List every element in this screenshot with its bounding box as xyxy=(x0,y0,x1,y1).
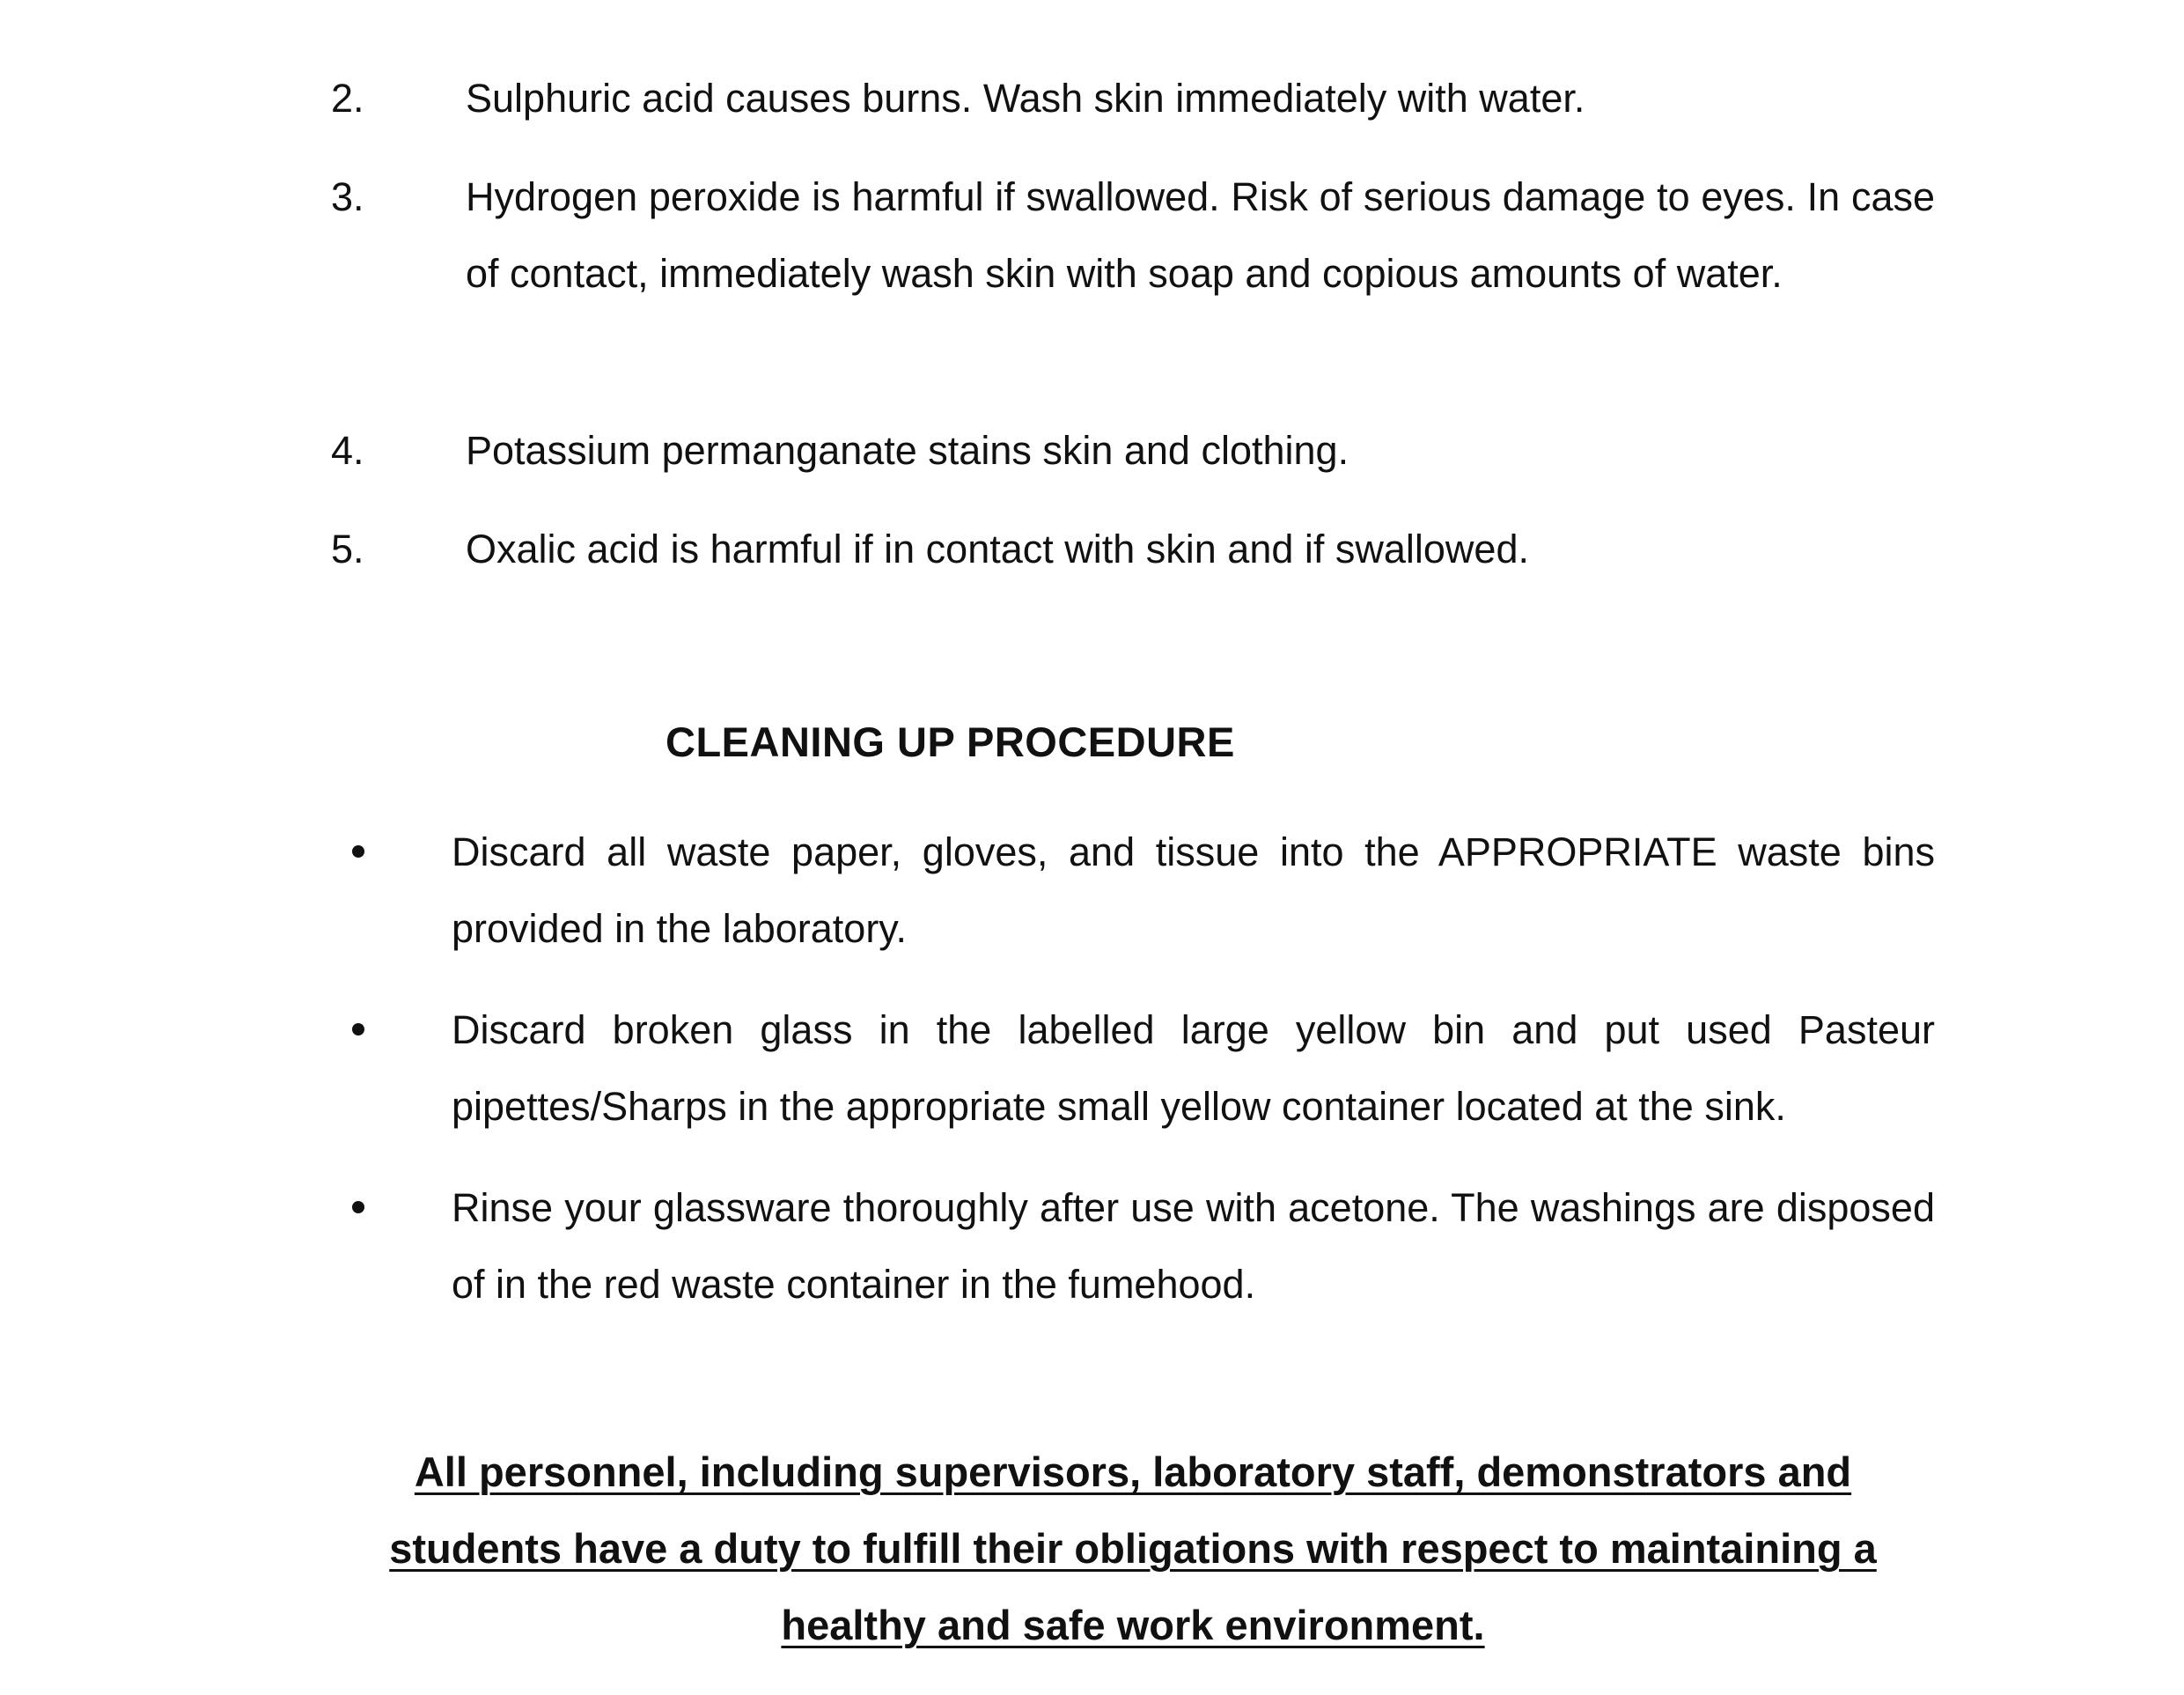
numbered-item-4 xyxy=(331,412,1935,489)
bullet-text: Rinse your glassware thoroughly after use with acetone. The washings are disposed of in the red waste container in the fumehood. xyxy=(452,1185,1935,1307)
bullet-icon xyxy=(343,814,452,967)
bullet-icon xyxy=(343,1169,452,1323)
item-text: Oxalic acid is harmful if in contact with skin and if swallowed. xyxy=(466,527,1529,571)
bullet-item-3 xyxy=(343,1169,1935,1323)
bullet-item-1 xyxy=(343,814,1935,967)
item-text: Sulphuric acid causes burns. Wash skin immediately with water. xyxy=(466,76,1585,121)
item-number: 5. xyxy=(331,527,364,571)
item-number: 3. xyxy=(331,174,364,219)
bullet-icon xyxy=(343,991,452,1145)
item-number: 4. xyxy=(331,428,364,473)
section-heading: CLEANING UP PROCEDURE xyxy=(665,719,1235,765)
item-number: 2. xyxy=(331,76,364,121)
bullet-text: Discard all waste paper, gloves, and tissue into the APPROPRIATE waste bins provided in the laboratory. xyxy=(452,829,1935,951)
bullet-text: Discard broken glass in the labelled large yellow bin and put used Pasteur pipettes/Sharps in the appropriate small yellow container located at the sink. xyxy=(452,1007,1935,1129)
closing-statement: All personnel, including supervisors, laboratory staff, demonstrators and students have a duty to fulfill their obligations with respect to maintaining a healthy and safe work environment. xyxy=(389,1448,1877,1648)
item-text: Potassium permanganate stains skin and clothing. xyxy=(466,428,1349,473)
numbered-item-5 xyxy=(331,511,1935,587)
bullet-item-2 xyxy=(343,991,1935,1145)
item-text: Hydrogen peroxide is harmful if swallowed. Risk of serious damage to eyes. In case of contact, immediately wash skin with soap and copious amounts of water. xyxy=(466,174,1935,296)
numbered-item-3 xyxy=(331,158,1935,312)
numbered-item-2 xyxy=(331,60,1935,136)
